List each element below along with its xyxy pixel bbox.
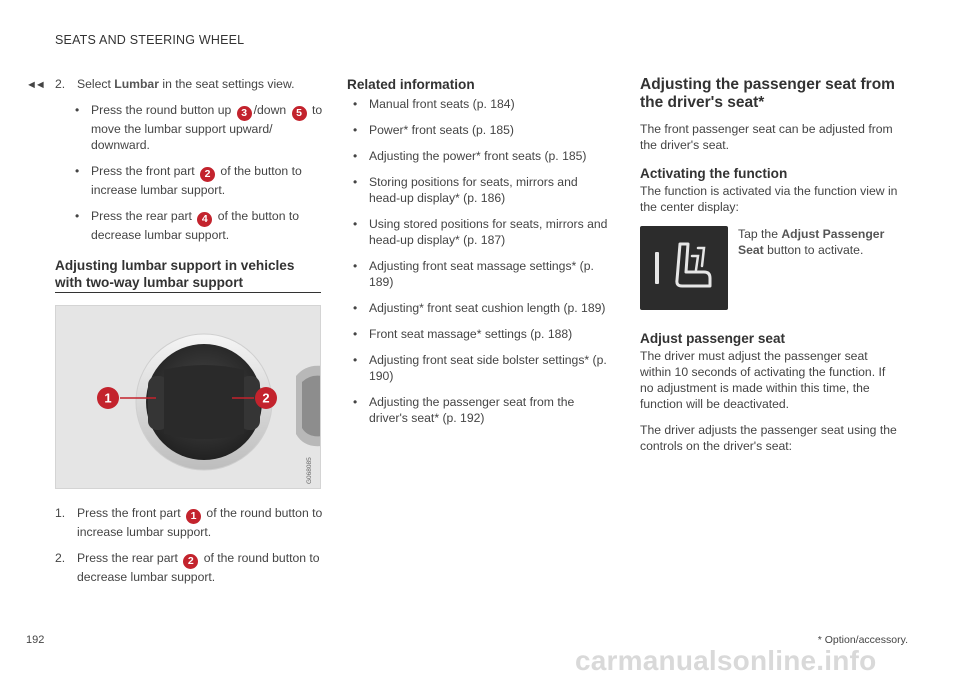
adjust-passenger-heading: Adjust passenger seat bbox=[640, 331, 786, 346]
tap-instruction-text: Tap the Adjust Passenger Seat button to activate. bbox=[738, 227, 885, 257]
adjust-passenger-text: The driver must adjust the passenger seat within 10 seconds of activating the function. If no adjustment is made within this time, the function will be deactivated. bbox=[640, 349, 886, 411]
menu-term-lumbar: Lumbar bbox=[114, 77, 159, 91]
related-information-heading: Related information bbox=[347, 77, 475, 92]
callout-badge: 2 bbox=[183, 554, 198, 569]
bullet-item: • Press the front part 2 of the button to increase lumbar support. bbox=[75, 164, 302, 197]
related-link[interactable]: • Adjusting* front seat cushion length (p. 189) bbox=[353, 301, 606, 315]
back-arrows-icon[interactable]: ◄◄ bbox=[26, 79, 44, 91]
callout-2-label: 2 bbox=[262, 390, 270, 406]
lumbar-button-figure bbox=[55, 305, 321, 489]
related-link[interactable]: • Storing positions for seats, mirrors and head-up display* (p. 186) bbox=[353, 175, 578, 205]
callout-badge: 4 bbox=[197, 212, 212, 227]
related-link[interactable]: • Power* front seats (p. 185) bbox=[353, 123, 514, 137]
related-link[interactable]: • Manual front seats (p. 184) bbox=[353, 97, 515, 111]
related-link[interactable]: • Front seat massage* settings (p. 188) bbox=[353, 327, 573, 341]
page-section-title: Adjusting the passenger seat from the driver's seat* bbox=[640, 76, 895, 111]
step-increase-lumbar: 1. Press the front part 1 of the round button to increase lumbar support. bbox=[55, 506, 323, 539]
callout-1-label: 1 bbox=[104, 390, 112, 406]
activate-instruction bbox=[640, 226, 902, 310]
controls-text: The driver adjusts the passenger seat using the controls on the driver's seat: bbox=[640, 423, 897, 453]
related-link[interactable]: • Adjusting front seat massage settings* (p. 189) bbox=[353, 259, 594, 289]
adjust-passenger-seat-button-image bbox=[640, 226, 728, 310]
figure-code: G068085 bbox=[306, 457, 313, 484]
passenger-seat-icon bbox=[640, 226, 728, 310]
section-header: SEATS AND STEERING WHEEL bbox=[55, 33, 245, 47]
activating-text: The function is activated via the function view in the center display: bbox=[640, 184, 898, 214]
section-heading-two-way-lumbar: Adjusting lumbar support in vehicles with two-way lumbar support bbox=[55, 258, 295, 290]
related-link[interactable]: • Adjusting the passenger seat from the driver's seat* (p. 192) bbox=[353, 395, 575, 425]
activating-heading: Activating the function bbox=[640, 166, 788, 181]
callout-badge: 1 bbox=[186, 509, 201, 524]
lumbar-button-illustration bbox=[56, 306, 321, 489]
page-number: 192 bbox=[26, 634, 45, 646]
watermark: carmanualsonline.info bbox=[575, 645, 877, 676]
bullet-item: • Press the rear part 4 of the button to decrease lumbar support. bbox=[75, 209, 300, 242]
callout-badge: 2 bbox=[200, 167, 215, 182]
column-passenger-seat bbox=[640, 76, 902, 454]
column-left bbox=[55, 76, 325, 585]
button-term-adjust-passenger-seat: Adjust Passenger Seat bbox=[738, 227, 885, 257]
heading-rule bbox=[55, 292, 321, 293]
step-select-lumbar: 2. Select Lumbar in the seat settings view. bbox=[55, 77, 295, 91]
related-link[interactable]: • Adjusting front seat side bolster settings* (p. 190) bbox=[353, 353, 607, 383]
intro-text: The front passenger seat can be adjusted from the driver's seat. bbox=[640, 122, 893, 152]
bullet-item: • Press the round button up 3 /down 5 to move the lumbar support upward/ downward. bbox=[75, 103, 323, 152]
related-link[interactable]: • Adjusting the power* front seats (p. 185) bbox=[353, 149, 587, 163]
callout-badge: 5 bbox=[292, 106, 307, 121]
footnote-option-accessory: * Option/accessory. bbox=[817, 634, 908, 646]
related-link[interactable]: • Using stored positions for seats, mirrors and head-up display* (p. 187) bbox=[353, 217, 608, 247]
step-number: 2. bbox=[55, 77, 66, 91]
step-decrease-lumbar: 2. Press the rear part 2 of the round button to decrease lumbar support. bbox=[55, 551, 320, 584]
callout-badge: 3 bbox=[237, 106, 252, 121]
related-links-list bbox=[347, 96, 612, 426]
column-related-info bbox=[347, 76, 612, 426]
